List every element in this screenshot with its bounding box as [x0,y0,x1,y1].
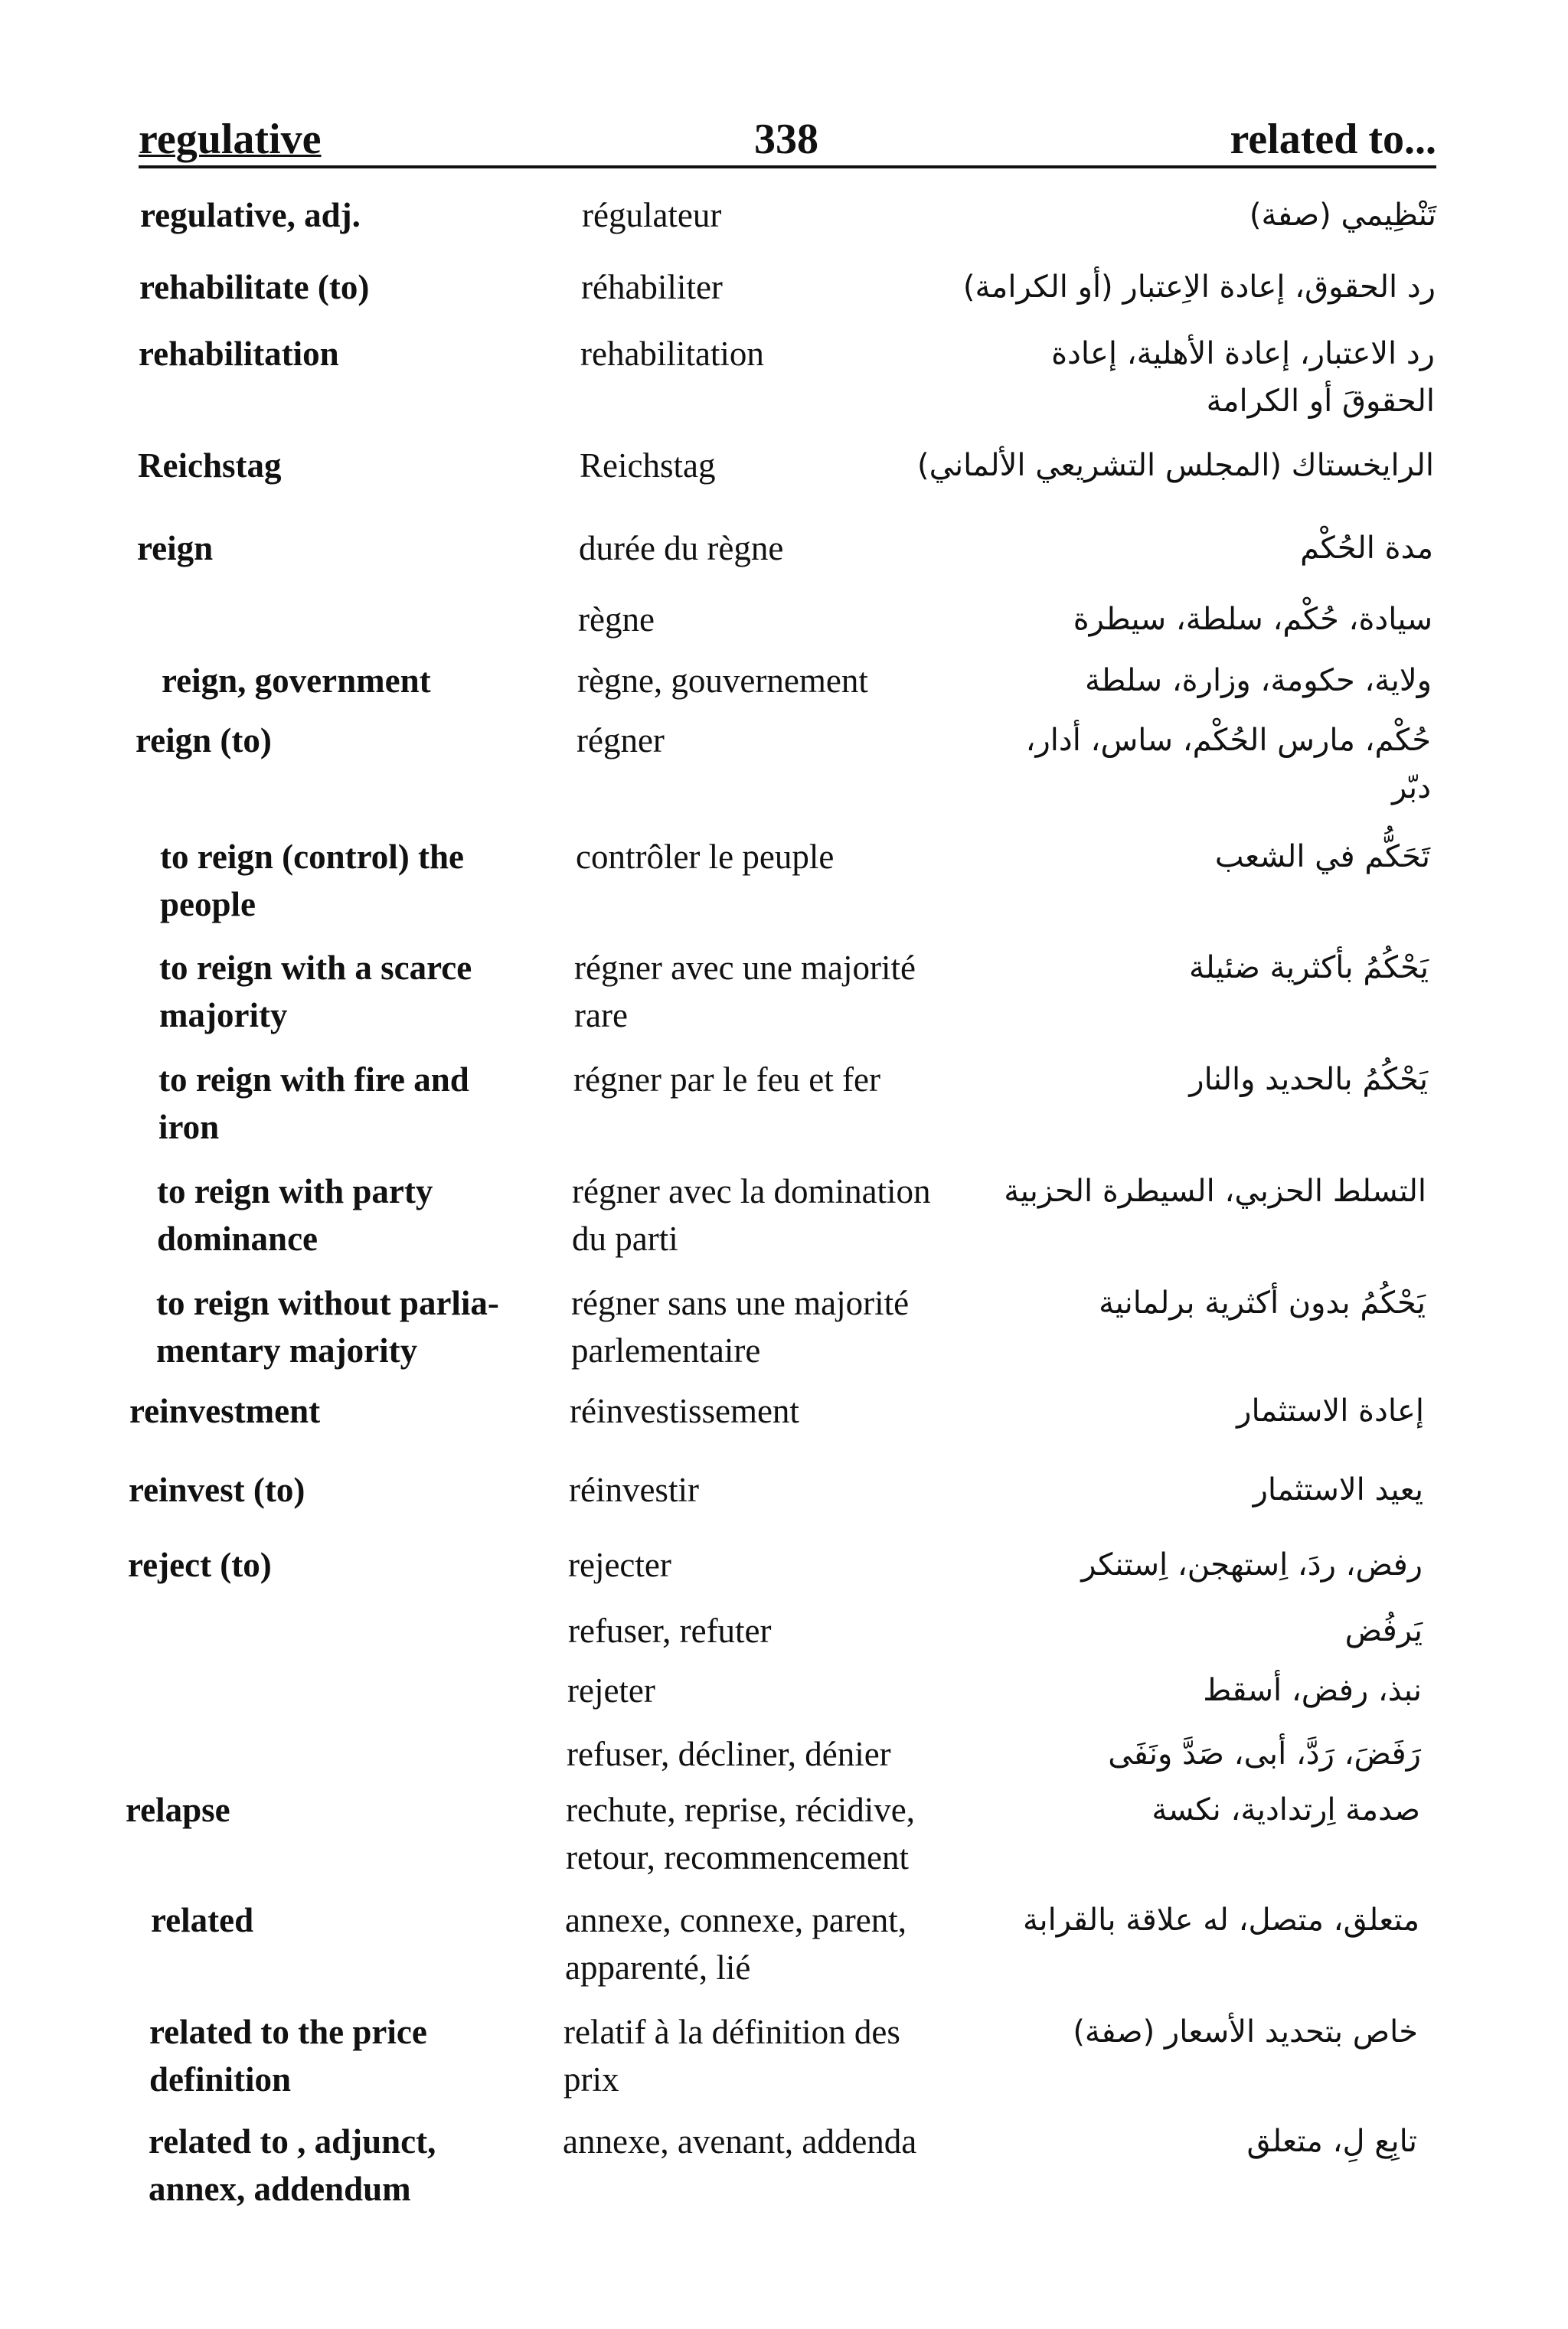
french-term-line: rejecter [568,1546,671,1584]
arabic-term [1345,1607,1423,1654]
arabic-term [1004,1168,1426,1215]
arabic-term [1236,1387,1424,1435]
arabic-term-line: يعيد الاستثمار [1253,1472,1423,1507]
arabic-term [1189,944,1429,991]
english-term-line: people [160,885,256,923]
english-term-line: dominance [157,1220,318,1258]
french-term-line: règne [578,600,655,639]
english-term [129,1466,305,1514]
english-term-line: to reign with a scarce [159,949,472,987]
english-term [136,717,272,764]
english-term [128,1541,272,1589]
arabic-term [1253,1466,1423,1514]
english-term-line [126,1667,135,1714]
arabic-term-line: مدة الحُكْم [1300,531,1433,566]
french-term [580,330,764,377]
arabic-term-line: يَرفُض [1344,1613,1423,1648]
french-term [565,1896,906,1991]
english-term-line: related to , adjunct, [149,2122,436,2161]
french-term-line: rechute, reprise, récidive, [566,1791,915,1829]
french-term [580,442,715,489]
english-term [127,1607,136,1654]
arabic-term-line: رد الاعتبار، إعادة الأهلية، إعادة [1051,336,1435,371]
english-term [126,1730,135,1778]
english-term [137,524,213,572]
french-term-line: réhabiliter [581,268,723,306]
english-term-line: related to the price [149,2013,427,2051]
arabic-term-line: إعادة الاستثمار [1236,1393,1424,1429]
english-term [138,442,281,489]
english-term-line: iron [158,1108,220,1146]
page-number: 338 [754,116,818,163]
french-term [578,596,655,643]
arabic-term-line: رَفَضَ، رَدَّ، أبى، صَدَّ ونَفَى [1108,1736,1421,1772]
arabic-term-line: الحقوقَ أو الكرامة [1206,384,1435,419]
arabic-term [1215,833,1430,880]
arabic-term [1026,717,1431,812]
english-term [126,1667,135,1714]
english-term-line: mentary majority [156,1331,418,1370]
arabic-term [1246,2118,1417,2165]
english-term [139,263,369,311]
english-term [149,2008,427,2103]
french-term-line: apparenté, lié [565,1948,751,1987]
arabic-term-line: رفض، ردَ، اِستهجن، اِستنكر [1081,1547,1423,1583]
arabic-term-line: ولاية، حكومة، وزارة، سلطة [1085,663,1432,698]
french-term [567,1667,655,1714]
french-term [568,1607,772,1654]
english-term [126,1786,230,1834]
english-term [136,596,145,643]
english-term-line: to reign (control) the [160,838,465,876]
french-term [564,2008,900,2103]
french-term [574,944,916,1039]
french-term-line: retour, recommencement [566,1838,909,1877]
arabic-term [1073,596,1432,643]
arabic-term-line: يَحْكُمُ بدون أكثرية برلمانية [1099,1285,1426,1321]
french-term-line: contrôler le peuple [576,838,835,876]
arabic-term [1300,524,1433,572]
french-term-line: annexe, connexe, parent, [565,1901,907,1939]
english-term-line [136,596,145,643]
english-term-line: reinvestment [129,1392,321,1430]
arabic-term [1085,657,1432,704]
french-term [577,717,665,764]
english-term-line: to reign with party [157,1172,433,1210]
arabic-term-line: رد الحقوق، إعادة الاِعتبار (أو الكرامة) [962,269,1436,305]
arabic-term [1099,1279,1426,1327]
arabic-term-line: دبّر [1391,770,1431,805]
arabic-term-line: تَنْظِيمي (صفة) [1249,198,1436,233]
english-term-line: majority [159,996,288,1034]
french-term-line: parlementaire [571,1331,761,1370]
arabic-term [917,442,1434,489]
arabic-term [963,263,1436,311]
english-term-line [127,1607,136,1654]
english-term-line [126,1730,135,1778]
english-term-line: reign (to) [136,721,272,759]
french-term-line: réinvestissement [570,1392,799,1430]
arabic-term [1152,1786,1420,1834]
french-term-line: refuser, refuter [568,1612,772,1650]
arabic-term-line: تَحَكُّم في الشعب [1214,839,1430,874]
arabic-term-line: التسلط الحزبي، السيطرة الحزبية [1004,1174,1426,1209]
arabic-term [1203,1667,1422,1714]
french-term-line: rehabilitation [580,335,764,373]
english-term [149,2118,436,2213]
english-term [157,1168,433,1262]
english-term-line: reign [137,529,214,567]
english-term [151,1896,253,1944]
french-term [579,524,783,572]
french-term [567,1730,891,1778]
french-term-line: rare [574,996,628,1034]
french-term-line: Reichstag [580,446,716,485]
french-term-line: régner par le feu et fer [573,1060,880,1099]
arabic-term-line: سيادة، حُكْم، سلطة، سيطرة [1073,602,1432,637]
english-term-line: definition [149,2060,292,2099]
arabic-term-line: حُكْم، مارس الحُكْم، ساس، أدار، [1025,723,1431,758]
french-term-line: refuser, décliner, dénier [567,1735,891,1773]
french-term-line: régulateur [582,196,722,234]
english-term [129,1387,320,1435]
arabic-term-line: نبذ، رفض، أسقط [1203,1673,1422,1708]
arabic-term-line: صدمة اِرتدادية، نكسة [1152,1792,1420,1828]
french-term-line: rejeter [567,1671,655,1710]
french-term [581,263,723,311]
english-term-line: reinvest (to) [129,1471,305,1509]
french-term-line: durée du règne [579,529,784,567]
arabic-term-line: يَحْكُمُ بالحديد والنار [1189,1062,1428,1097]
english-term-line: regulative, adj. [140,196,361,234]
french-term [572,1168,931,1262]
arabic-term [1073,2008,1418,2056]
arabic-term [1081,1541,1423,1589]
french-term-line: relatif à la définition des [564,2013,900,2051]
english-term-line: related [151,1901,254,1939]
header-rule [139,165,1436,168]
english-term [156,1279,499,1374]
arabic-term-line: تابِع لِ، متعلق [1246,2124,1417,2159]
running-head-left: regulative [139,116,322,163]
french-term [566,1786,915,1881]
english-term [140,191,361,239]
english-term-line: reign, government [162,661,431,700]
arabic-term [1023,1896,1419,1944]
english-term [160,833,464,928]
french-term [563,2118,916,2165]
french-term [568,1541,671,1589]
french-term-line: règne, gouvernement [577,661,868,700]
english-term-line: rehabilitation [139,335,339,373]
arabic-term-line: الرايخستاك (المجلس التشريعي الألماني) [917,448,1434,483]
english-term-line: Reichstag [138,446,282,485]
english-term-line: relapse [126,1791,230,1829]
french-term-line: régner avec la domination [572,1172,931,1210]
english-term [139,330,339,377]
arabic-term-line: متعلق، متصل، له علاقة بالقرابة [1023,1903,1419,1938]
arabic-term [1108,1730,1421,1778]
english-term-line: to reign without parlia- [156,1284,499,1322]
english-term-line: annex, addendum [149,2170,411,2208]
english-term [162,657,431,704]
english-term [159,944,472,1039]
french-term-line: régner sans une majorité [571,1284,910,1322]
french-term-line: réinvestir [569,1471,699,1509]
french-term [569,1466,699,1514]
french-term [582,191,721,239]
arabic-term [1189,1056,1428,1103]
french-term [570,1387,799,1435]
french-term [577,657,868,704]
english-term-line: to reign with fire and [158,1060,469,1099]
french-term [571,1279,909,1374]
arabic-term [1250,191,1436,239]
arabic-term-line: خاص بتحديد الأسعار (صفة) [1073,2014,1418,2050]
french-term [573,1056,880,1103]
english-term [158,1056,469,1151]
french-term-line: du parti [572,1220,678,1258]
arabic-term-line: يَحْكُمُ بأكثرية ضئيلة [1189,950,1429,985]
french-term-line: prix [564,2060,619,2099]
french-term [576,833,834,880]
english-term-line: rehabilitate (to) [139,268,370,306]
english-term-line: reject (to) [128,1546,272,1584]
running-head-right: related to... [1230,116,1436,163]
french-term-line: régner [577,721,665,759]
arabic-term [1051,330,1435,425]
french-term-line: régner avec une majorité [574,949,916,987]
french-term-line: annexe, avenant, addenda [563,2122,917,2161]
